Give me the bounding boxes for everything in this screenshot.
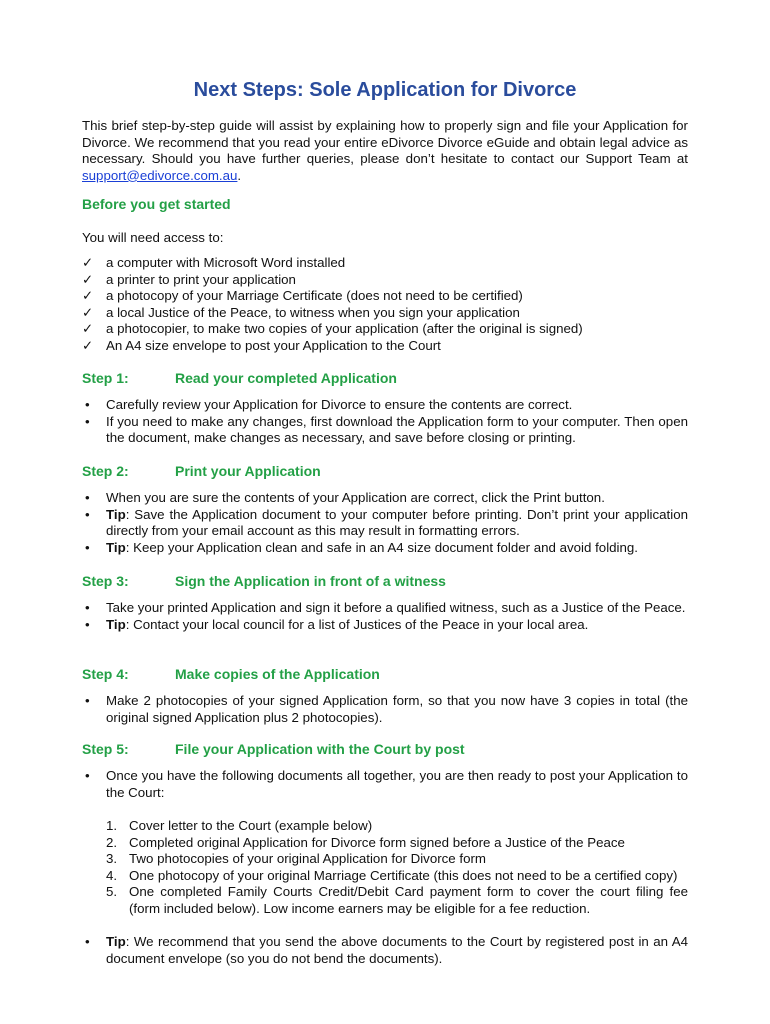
checkmark-icon: ✓ bbox=[82, 288, 94, 304]
checkmark-icon: ✓ bbox=[82, 255, 94, 270]
bullet-icon: • bbox=[85, 413, 90, 429]
intro-paragraph: This brief step-by-step guide will assist by explaining how to properly sign and file your Application for Divorce. We recommend that you read your entire eDivorce Divorce eGuide and obtain legal advice as necessary. Should you have further queries, please don’t hesitate to contact our Support Team at support@edivorce.com.au. bbox=[82, 118, 688, 183]
list-item: • Once you have the following documents all together, you are then ready to post your Application to the Court: bbox=[85, 768, 688, 800]
step-2-heading: Step 2: Print your Application bbox=[82, 463, 321, 479]
bullet-icon: • bbox=[85, 506, 90, 522]
bullet-icon: • bbox=[85, 397, 90, 412]
list-item: • Tip: Save the Application document to your computer before printing. Don’t print your application directly from your email account as this may result in formatting errors. bbox=[85, 506, 688, 539]
before-lead: You will need access to: bbox=[82, 230, 224, 245]
step-2-list bbox=[82, 490, 688, 556]
bullet-icon: • bbox=[85, 539, 90, 555]
step-4-heading: Step 4: Make copies of the Application bbox=[82, 666, 380, 682]
list-item: • If you need to make any changes, first download the Application form to your computer. Then open the document, make changes as necessary, and save before closing or printing. bbox=[85, 413, 688, 446]
list-item: • When you are sure the contents of your Application are correct, click the Print button. bbox=[85, 490, 605, 505]
list-item: • Tip: We recommend that you send the above documents to the Court by registered post in an A4 document envelope (so you do not bend the documents). bbox=[85, 934, 688, 966]
checkmark-icon: ✓ bbox=[82, 321, 94, 337]
checkmark-icon: ✓ bbox=[82, 304, 94, 320]
requirements-list bbox=[82, 255, 688, 355]
support-email-link[interactable]: support@edivorce.com.au bbox=[82, 167, 238, 183]
step-1-list bbox=[82, 397, 688, 447]
before-heading: Before you get started bbox=[82, 196, 231, 212]
list-item: ✓ a local Justice of the Peace, to witness when you sign your application bbox=[82, 304, 520, 320]
step-5-tip-list bbox=[82, 934, 688, 967]
bullet-icon: • bbox=[85, 934, 90, 949]
checkmark-icon: ✓ bbox=[82, 271, 94, 287]
bullet-icon: • bbox=[85, 616, 90, 632]
list-item: • Tip: Keep your Application clean and safe in an A4 size document folder and avoid folding. bbox=[85, 539, 638, 555]
checkmark-icon: ✓ bbox=[82, 337, 94, 353]
list-item: • Make 2 photocopies of your signed Application form, so that you now have 3 copies in total (the original signed Application plus 2 photocopies). bbox=[85, 693, 688, 725]
list-item: ✓ a computer with Microsoft Word installed bbox=[82, 255, 346, 270]
step-3-heading: Step 3: Sign the Application in front of a witness bbox=[82, 573, 446, 589]
list-item: ✓ a photocopy of your Marriage Certificate (does not need to be certified) bbox=[82, 288, 523, 304]
list-item: • Carefully review your Application for Divorce to ensure the contents are correct. bbox=[85, 397, 573, 412]
list-item: ✓ a photocopier, to make two copies of your application (after the original is signed) bbox=[82, 321, 583, 337]
bullet-icon: • bbox=[85, 693, 90, 708]
page-title: Next Steps: Sole Application for Divorce bbox=[193, 79, 577, 101]
bullet-icon: • bbox=[85, 600, 90, 615]
step-1-heading: Step 1: Read your completed Application bbox=[82, 370, 397, 386]
list-item: 3. Two photocopies of your original Application for Divorce form bbox=[106, 851, 486, 867]
list-item: ✓ An A4 size envelope to post your Application to the Court bbox=[82, 337, 441, 353]
bullet-icon: • bbox=[85, 490, 90, 505]
list-item: ✓ a printer to print your application bbox=[82, 271, 296, 287]
step-4-list bbox=[82, 693, 688, 726]
list-item: 5. One completed Family Courts Credit/Debit Card payment form to cover the court filing fee (form included below). Low income earners may be eligible for a fee reduction. bbox=[106, 884, 688, 916]
list-item: 4. One photocopy of your original Marriage Certificate (this does not need to be a certified copy) bbox=[106, 867, 678, 883]
step-3-list bbox=[82, 600, 688, 633]
documents-list bbox=[106, 818, 688, 918]
list-item: 1. Cover letter to the Court (example below) bbox=[106, 818, 373, 833]
list-item: 2. Completed original Application for Divorce form signed before a Justice of the Peace bbox=[106, 834, 625, 850]
step-5-heading: Step 5: File your Application with the Court by post bbox=[82, 741, 465, 757]
bullet-icon: • bbox=[85, 768, 90, 783]
list-item: • Tip: Contact your local council for a list of Justices of the Peace in your local area. bbox=[85, 616, 589, 632]
list-item: • Take your printed Application and sign it before a qualified witness, such as a Justice of the Peace. bbox=[85, 600, 686, 615]
step-5-list bbox=[82, 768, 688, 801]
